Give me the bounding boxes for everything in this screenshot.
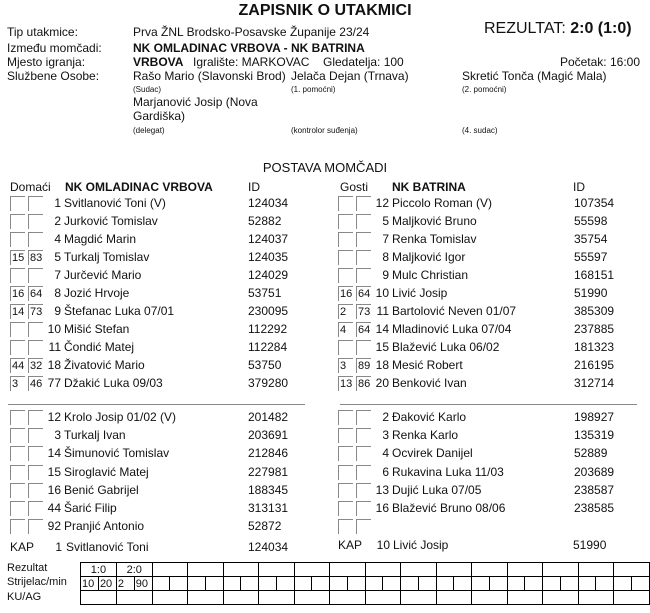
- player-id: 312714: [574, 376, 615, 390]
- player-name: Benić Gabrijel: [64, 482, 139, 497]
- home-stat-box: [10, 428, 25, 443]
- home-stat-box: [10, 519, 25, 534]
- player-number: 18: [47, 358, 61, 372]
- player-row: [338, 445, 648, 462]
- player-row: [338, 339, 648, 356]
- away-stat-box: 2: [338, 304, 353, 319]
- player-row: [338, 375, 648, 392]
- player-number: 2: [382, 410, 389, 424]
- player-row: [338, 249, 648, 266]
- result-cell: [507, 563, 543, 577]
- scorer-cell: 20: [98, 577, 116, 591]
- scorer-cell: [330, 577, 348, 591]
- officials-label: Službene Osobe:: [7, 69, 100, 83]
- home-stat-box: [10, 340, 25, 355]
- player-name: Džakić Luka 09/03: [64, 376, 163, 390]
- player-number: 44: [47, 501, 61, 515]
- kuag-cell: [223, 591, 259, 605]
- scorer-cell: 2: [116, 577, 134, 591]
- player-id: 201482: [248, 410, 289, 424]
- away-minute-box: 89: [358, 360, 371, 372]
- kuag-cell: [401, 591, 437, 605]
- result-cell: [365, 563, 401, 577]
- player-name: Mišić Stefan: [64, 322, 130, 336]
- player-row: [338, 285, 648, 302]
- away-stat-box: [338, 340, 353, 355]
- player-name: Dujić Luka 07/05: [392, 482, 482, 497]
- player-row: [10, 427, 320, 444]
- home-stat-box: 44: [12, 360, 25, 372]
- away-stat-box: [338, 268, 353, 283]
- scorer-cell: [436, 577, 454, 591]
- player-id: 230095: [248, 304, 289, 318]
- player-number: 18: [375, 358, 389, 372]
- player-id: 227981: [248, 464, 289, 479]
- player-number: 10: [47, 322, 61, 336]
- spectators: Gledatelja: 100: [323, 55, 404, 69]
- away-captain-label: KAP: [338, 538, 363, 552]
- result-value: 2:0 (1:0): [570, 20, 632, 37]
- player-id: 52882: [248, 214, 282, 228]
- player-id: 124029: [248, 268, 289, 282]
- scorer-cell: [276, 577, 294, 591]
- player-name: Magdić Marin: [64, 232, 137, 246]
- scorer-cell: [188, 577, 206, 591]
- player-number: 9: [382, 268, 389, 282]
- player-number: 14: [47, 446, 61, 461]
- home-stat-box: [10, 446, 25, 461]
- pitch: Igralište: MARKOVAC: [193, 55, 310, 69]
- kuag-cell: [507, 591, 543, 605]
- player-row: [10, 482, 320, 499]
- away-minute-box: [356, 519, 371, 534]
- player-row: [10, 195, 320, 212]
- player-name: Rukavina Luka 11/03: [392, 464, 504, 479]
- player-name: Šarić Filip: [64, 501, 117, 515]
- home-divider: [8, 404, 305, 405]
- player-row: [10, 357, 320, 374]
- player-id: 112292: [248, 322, 288, 336]
- away-captain-number: 10: [376, 538, 390, 552]
- player-row: [338, 409, 648, 426]
- player-id: 181323: [574, 340, 615, 354]
- kuag-cell: [152, 591, 188, 605]
- player-id: 216195: [574, 358, 615, 372]
- result-label: REZULTAT:: [484, 20, 566, 37]
- player-row: [338, 464, 648, 481]
- player-name: Renka Karlo: [392, 428, 459, 443]
- result-cell: [472, 563, 508, 577]
- goals-table: [80, 562, 650, 605]
- player-id: 35754: [574, 232, 608, 246]
- player-name: Blažević Bruno 08/06: [392, 501, 506, 515]
- away-divider: [340, 404, 637, 405]
- player-number: 10: [375, 286, 389, 300]
- player-row: [10, 339, 320, 356]
- player-id: 203691: [248, 428, 289, 443]
- player-id: 379280: [248, 376, 289, 390]
- player-number: 14: [375, 322, 389, 336]
- away-captain-name: Livić Josip: [393, 538, 449, 552]
- player-row: [338, 231, 648, 248]
- result-cell: 2:0: [116, 563, 152, 577]
- player-id: 107354: [574, 196, 615, 210]
- result-cell: [436, 563, 472, 577]
- player-id: 198927: [574, 410, 615, 424]
- player-row: [10, 375, 320, 392]
- result-row-label: Rezultat: [7, 562, 48, 574]
- player-row: [10, 285, 320, 302]
- kuag-cell: [81, 591, 117, 605]
- scorer-cell: 90: [134, 577, 152, 591]
- kuag-cell: [259, 591, 295, 605]
- referee-role: (Sudac): [133, 85, 162, 94]
- away-team-name: NK BATRINA: [392, 180, 466, 194]
- home-stat-box: 14: [12, 306, 25, 318]
- player-number: 5: [54, 250, 61, 264]
- player-number: 7: [382, 232, 389, 246]
- player-id: 124037: [248, 232, 289, 246]
- scorer-cell: [578, 577, 596, 591]
- away-minute-box: 64: [358, 324, 371, 336]
- home-team-name: NK OMLADINAC VRBOVA: [65, 180, 213, 194]
- player-id: 168151: [574, 268, 615, 282]
- match-type-label: Tip utakmice:: [7, 25, 78, 39]
- scorer-cell: [365, 577, 383, 591]
- player-id: 52889: [574, 446, 608, 461]
- away-minute-box: 86: [358, 378, 371, 390]
- scorer-cell: [401, 577, 419, 591]
- result-block: [484, 20, 632, 38]
- home-stat-box: [10, 410, 25, 425]
- match-type-value: Prva ŽNL Brodsko-Posavske Županije 23/24: [133, 25, 370, 39]
- player-number: 12: [47, 410, 61, 424]
- player-id: 212846: [248, 446, 289, 461]
- player-number: 3: [54, 428, 61, 443]
- player-id: 313131: [248, 501, 289, 515]
- player-name: Jurković Tomislav: [64, 214, 158, 228]
- player-name: Ocvirek Danijel: [392, 446, 473, 461]
- player-row: [10, 464, 320, 481]
- page-title: ZAPISNIK O UTAKMICI: [238, 2, 412, 19]
- player-name: Siroglavić Matej: [64, 464, 149, 479]
- home-stat-box: [10, 483, 25, 498]
- scorer-cell: [596, 577, 614, 591]
- player-id: 112284: [248, 340, 288, 354]
- kuag-cell: [188, 591, 224, 605]
- away-minute-box: 64: [358, 288, 371, 300]
- player-row: [338, 357, 648, 374]
- player-number: 92: [47, 519, 61, 534]
- player-row: [10, 303, 320, 320]
- player-name: Živatović Mario: [64, 358, 145, 372]
- home-id-header: ID: [248, 180, 260, 194]
- player-id: 53751: [248, 286, 282, 300]
- home-stat-box: [10, 322, 25, 337]
- scorer-cell: [312, 577, 330, 591]
- player-name: Bartolović Neven 01/07: [392, 304, 517, 318]
- result-cell: [259, 563, 295, 577]
- home-minute-box: 32: [30, 360, 43, 372]
- player-number: 4: [54, 232, 61, 246]
- scorer-cell: [472, 577, 490, 591]
- result-cell: [223, 563, 259, 577]
- away-stat-box: [338, 410, 353, 425]
- player-row: [10, 445, 320, 462]
- player-number: 1: [54, 196, 61, 210]
- assistant1-role: (1. pomoćni): [291, 85, 336, 94]
- away-stat-box: [338, 196, 353, 211]
- home-stat-box: 16: [12, 288, 25, 300]
- home-stat-box: 15: [12, 252, 25, 264]
- away-stat-box: [338, 465, 353, 480]
- delegate-role: (delegat): [133, 126, 165, 135]
- kickoff: Početak: 16:00: [559, 55, 640, 69]
- result-cell: [614, 563, 650, 577]
- home-stat-box: [10, 214, 25, 229]
- scorer-cell: [560, 577, 578, 591]
- home-stat-box: [10, 501, 25, 516]
- player-number: 11: [376, 304, 389, 318]
- home-minute-box: 64: [30, 288, 43, 300]
- player-number: 20: [375, 376, 389, 390]
- player-id: 51990: [574, 286, 608, 300]
- scorer-cell: [383, 577, 401, 591]
- player-number: 13: [375, 482, 389, 497]
- scorer-cell: [525, 577, 543, 591]
- player-name: Livić Josip: [392, 286, 448, 300]
- player-number: 15: [375, 340, 389, 354]
- away-stat-box: 4: [338, 322, 353, 337]
- result-cell: [294, 563, 330, 577]
- delegate-name: Marjanović Josip (Nova: [133, 95, 258, 109]
- home-stat-box: [10, 465, 25, 480]
- away-captain-id: 51990: [573, 538, 607, 552]
- kuag-cell: [294, 591, 330, 605]
- player-id: 124034: [248, 196, 289, 210]
- player-row: [10, 267, 320, 284]
- lineup-title: POSTAVA MOMČADI: [262, 160, 388, 175]
- player-name: Turkalj Ivan: [64, 428, 126, 443]
- player-row: [10, 518, 320, 535]
- away-id-header: ID: [573, 180, 585, 194]
- scorer-cell: [152, 577, 170, 591]
- player-number: 2: [54, 214, 61, 228]
- player-row: [338, 267, 648, 284]
- home-captain-id: 124034: [248, 540, 289, 554]
- player-number: 9: [54, 304, 61, 318]
- player-number: 77: [47, 376, 61, 390]
- player-name: Pranjić Antonio: [64, 519, 145, 534]
- kuag-cell: [578, 591, 614, 605]
- player-id: 237885: [574, 322, 615, 336]
- player-row: [10, 231, 320, 248]
- scorer-cell: [259, 577, 277, 591]
- player-name: Štefanac Luka 07/01: [64, 304, 175, 318]
- away-stat-box: 16: [340, 288, 353, 300]
- home-stat-box: [10, 232, 25, 247]
- fourth-official-role: (4. sudac): [462, 126, 498, 135]
- assistant2-name: Skretić Tonča (Magić Mala): [462, 69, 607, 83]
- home-stat-box: [10, 196, 25, 211]
- kuag-cell: [365, 591, 401, 605]
- player-id: 188345: [248, 482, 289, 497]
- kuag-row-label: KU/AG: [7, 591, 42, 603]
- controller-role: (kontrolor suđenja): [291, 126, 358, 135]
- player-number: 12: [375, 196, 389, 210]
- player-name: Maljković Igor: [392, 250, 466, 264]
- scorer-cell: [631, 577, 649, 591]
- away-stat-box: [338, 446, 353, 461]
- scorer-cell: [223, 577, 241, 591]
- player-row: [338, 195, 648, 212]
- player-number: 6: [382, 464, 389, 479]
- result-cell: [543, 563, 579, 577]
- player-name: Đaković Karlo: [392, 410, 467, 424]
- player-row: [338, 321, 648, 338]
- referee-name: Rašo Mario (Slavonski Brod): [133, 69, 286, 83]
- scorer-cell: [454, 577, 472, 591]
- scorer-cell: 10: [81, 577, 99, 591]
- player-row: [10, 213, 320, 230]
- home-minute-box: 83: [30, 252, 43, 264]
- result-cell: [578, 563, 614, 577]
- player-number: 8: [54, 286, 61, 300]
- scorer-cell: [170, 577, 188, 591]
- player-name: Šimunović Tomislav: [64, 446, 170, 461]
- result-cell: [188, 563, 224, 577]
- player-row: [338, 427, 648, 444]
- player-id: 238587: [574, 482, 615, 497]
- player-name: Jurčević Mario: [64, 268, 142, 282]
- player-id: 124035: [248, 250, 289, 264]
- player-id: 52872: [248, 519, 282, 534]
- scorer-cell: [241, 577, 259, 591]
- player-id: 55597: [574, 250, 608, 264]
- away-stat-box: [338, 428, 353, 443]
- scorer-cell: [507, 577, 525, 591]
- home-captain-number: 1: [55, 540, 62, 554]
- player-row: [10, 249, 320, 266]
- player-number: 4: [382, 446, 389, 461]
- away-side-label: Gosti: [340, 180, 369, 194]
- player-name: Turkalj Tomislav: [64, 250, 150, 264]
- venue-value: VRBOVA: [133, 55, 184, 69]
- player-name: Mladinović Luka 07/04: [392, 322, 512, 336]
- away-stat-box: [338, 501, 353, 516]
- player-row: [10, 500, 320, 517]
- venue-label: Mjesto igranja:: [7, 55, 86, 69]
- teams-value: NK OMLADINAC VRBOVA - NK BATRINA: [133, 41, 365, 55]
- away-stat-box: 13: [340, 378, 353, 390]
- away-stat-box: [338, 214, 353, 229]
- player-name: Mulc Christian: [392, 268, 469, 282]
- scorer-cell: [418, 577, 436, 591]
- player-number: 16: [375, 501, 389, 515]
- home-side-label: Domaći: [10, 180, 51, 194]
- player-id: 53750: [248, 358, 282, 372]
- player-row: [338, 303, 648, 320]
- teams-label: Između momčadi:: [7, 41, 102, 55]
- kuag-cell: [472, 591, 508, 605]
- player-name: Čondić Matej: [64, 340, 135, 354]
- player-number: 15: [47, 464, 61, 479]
- player-row: [338, 500, 648, 517]
- home-stat-box: 3: [10, 376, 25, 391]
- scorer-cell: [543, 577, 561, 591]
- kuag-cell: [436, 591, 472, 605]
- player-number: 8: [382, 250, 389, 264]
- scorer-row-label: Strijelac/min: [7, 576, 67, 588]
- away-minute-box: 73: [358, 306, 371, 318]
- player-row: [338, 518, 648, 535]
- away-stat-box: [338, 483, 353, 498]
- kuag-cell: [330, 591, 366, 605]
- player-id: 385309: [574, 304, 615, 318]
- assistant2-role: (2. pomoćni): [462, 85, 507, 94]
- player-name: Mesić Robert: [392, 358, 463, 372]
- home-stat-box: [10, 268, 25, 283]
- player-id: 238585: [574, 501, 615, 515]
- player-name: Svitlanović Toni (V): [64, 196, 166, 210]
- away-stat-box: [338, 232, 353, 247]
- away-stat-box: [338, 250, 353, 265]
- scorer-cell: [489, 577, 507, 591]
- scorer-cell: [347, 577, 365, 591]
- player-id: 55598: [574, 214, 608, 228]
- player-number: 7: [54, 268, 61, 282]
- player-number: 16: [47, 482, 61, 497]
- player-name: Krolo Josip 01/02 (V): [64, 410, 177, 424]
- player-number: 3: [382, 428, 389, 443]
- player-number: 5: [382, 214, 389, 228]
- home-captain-label: KAP: [10, 540, 35, 554]
- kuag-cell: [543, 591, 579, 605]
- home-captain-name: Svitlanović Toni: [66, 540, 149, 554]
- scorer-cell: [614, 577, 632, 591]
- player-name: Piccolo Roman (V): [392, 196, 493, 210]
- result-cell: [152, 563, 188, 577]
- player-row: [338, 213, 648, 230]
- assistant1-name: Jelača Dejan (Trnava): [291, 69, 409, 83]
- player-name: Jozić Hrvoje: [64, 286, 130, 300]
- player-name: Benković Ivan: [392, 376, 467, 390]
- player-name: Renka Tomislav: [392, 232, 477, 246]
- player-id: 203689: [574, 464, 615, 479]
- player-name: Blažević Luka 06/02: [392, 340, 500, 354]
- scorer-cell: [205, 577, 223, 591]
- result-cell: [330, 563, 366, 577]
- player-row: [338, 482, 648, 499]
- away-stat-box: 3: [338, 358, 353, 373]
- kuag-cell: [614, 591, 650, 605]
- result-cell: [401, 563, 437, 577]
- home-minute-box: 73: [30, 306, 43, 318]
- away-stat-box: [338, 519, 353, 534]
- scorer-cell: [294, 577, 312, 591]
- player-row: [10, 409, 320, 426]
- home-minute-box: 46: [30, 378, 43, 390]
- kuag-cell: [116, 591, 152, 605]
- player-number: 11: [48, 340, 61, 354]
- result-cell: 1:0: [81, 563, 117, 577]
- player-name: Maljković Bruno: [392, 214, 477, 228]
- player-row: [10, 321, 320, 338]
- player-id: 135319: [574, 428, 615, 443]
- delegate-name-cont: Gardiška): [133, 109, 186, 123]
